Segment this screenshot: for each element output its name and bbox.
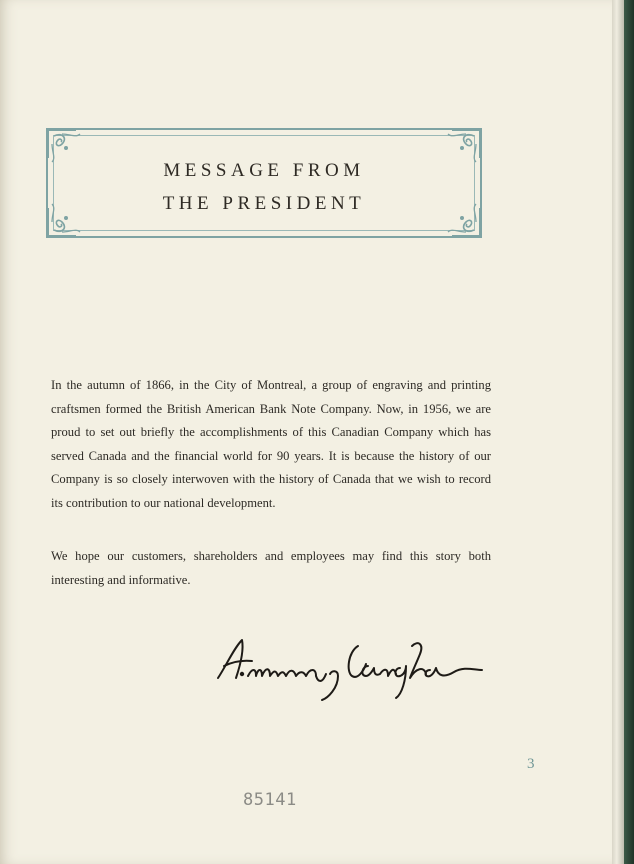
page-number: 3 [527, 756, 535, 772]
book-cover-edge [624, 0, 634, 864]
body-paragraph-2: We hope our customers, shareholders and employees may find this story both interesting and informative. [51, 549, 491, 587]
title-frame-inner-border [53, 135, 475, 231]
heading-line-1: MESSAGE FROM [163, 160, 365, 181]
title-frame [46, 128, 482, 238]
signature-image [212, 626, 492, 706]
stamp-number: 85141 [243, 790, 297, 810]
heading-line-2: THE PRESIDENT [162, 193, 366, 214]
page-edge [612, 0, 624, 864]
body-paragraph-1: In the autumn of 1866, in the City of Montreal, a group of engraving and printing craftsmen formed the British American Bank Note Company. Now, in 1956, we are proud to set out briefly the accomplishments of this Canadian Company which has served Canada and the financial world for 90 years. It is because the history of our Company is so closely interwoven with the history of Canada that we wish to record its contribution to our national development. [51, 378, 491, 510]
